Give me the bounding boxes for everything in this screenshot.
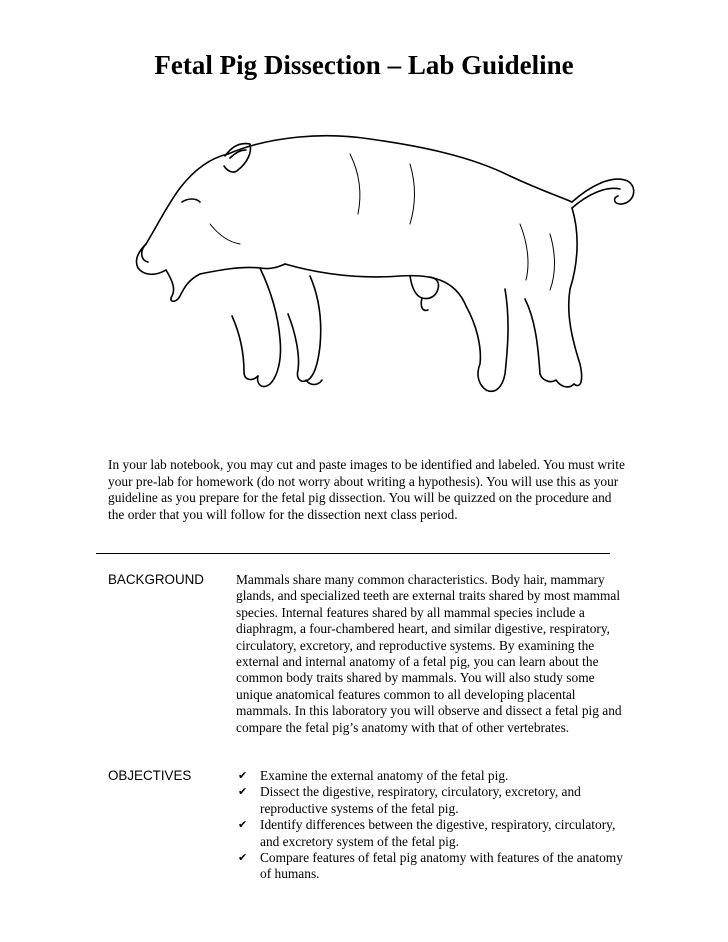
- fetal-pig-illustration: [110, 84, 640, 444]
- background-paragraph: Mammals share many common characteristics. Body hair, mammary glands, and specialized teeth are external traits shared by most mammal species. Internal features shared by all mammal species include a diaphragm, a four-chambered heart, and similar digestive, respiratory, circulatory, excretory, and reproductive systems. By examining the external and internal anatomy of a fetal pig, you can learn about the common body traits shared by mammals. You will also study some unique anatomical features common to all developing placental mammals. In this laboratory you will observe and dissect a fetal pig and compare the fetal pig’s anatomy with that of other vertebrates.: [236, 572, 622, 735]
- objective-text: Compare features of fetal pig anatomy with features of the anatomy of humans.: [260, 850, 623, 882]
- checkmark-icon: ✔: [238, 769, 248, 782]
- objectives-list: [236, 768, 628, 883]
- page-title: Fetal Pig Dissection – Lab Guideline: [154, 50, 574, 80]
- list-item: [236, 817, 628, 850]
- background-heading: BACKGROUND: [108, 572, 204, 587]
- objectives-heading: OBJECTIVES: [108, 768, 192, 783]
- objective-text: Dissect the digestive, respiratory, circulatory, excretory, and reproductive systems of the fetal pig.: [260, 784, 581, 816]
- list-item: [236, 784, 628, 817]
- checkmark-icon: ✔: [238, 785, 248, 799]
- objective-text: Examine the external anatomy of the fetal pig.: [260, 768, 509, 783]
- objective-text: Identify differences between the digestive, respiratory, circulatory, and excretory system of the fetal pig.: [260, 817, 616, 849]
- list-item: [236, 768, 628, 784]
- checkmark-icon: ✔: [238, 851, 248, 865]
- intro-paragraph: In your lab notebook, you may cut and paste images to be identified and labeled. You must write your pre-lab for homework (do not worry about writing a hypothesis). You will use this as your guideline as you prepare for the fetal pig dissection. You will be quizzed on the procedure and the order that you will follow for the dissection next class period.: [108, 457, 625, 522]
- list-item: [236, 850, 628, 883]
- section-divider: [96, 553, 610, 554]
- checkmark-icon: ✔: [238, 818, 248, 832]
